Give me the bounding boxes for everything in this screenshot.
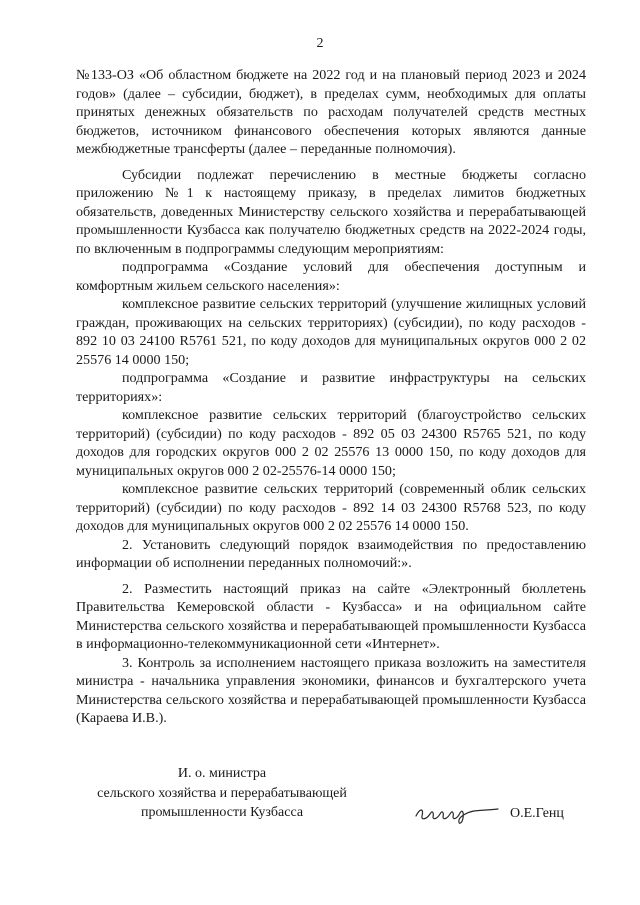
paragraph-subprogram-infrastructure: подпрограмма «Создание и развитие инфраструктуры на сельских территориях»: (76, 370, 586, 405)
paragraph-subsidies: Субсидии подлежат перечислению в местные бюджеты согласно приложению №1 к настоящему приказу, в пределах лимитов бюджетных обязательств, доведенных Министерству сельского хозяйства и перерабатывающей промышленности Кузбасса как получателю бюджетных средств на 2022-2024 годы, по включенным в подпрограммы следующим мероприятиям: (76, 166, 586, 257)
page-number: 2 (316, 36, 324, 51)
signatory-name: О.Е.Генц (510, 806, 564, 821)
paragraph-item-2-procedure: 2. Установить следующий порядок взаимодействия по предоставлению информации об исполнении переданных полномочий:». (76, 536, 586, 571)
signatory-title-line-3: промышленности Кузбасса (140, 805, 304, 820)
paragraph-budget-law: №133-ОЗ «Об областном бюджете на 2022 год и на плановый период 2023 и 2024 годов» (далее – субсидии, бюджет), в пределах сумм, необходимых для оплаты принятых денежных обязательств по расходам получателей средств местных бюджетов, источником финансового обеспечения которых являются данные межбюджетные трансферты (далее – переданные полномочия). (76, 67, 586, 157)
paragraph-improvement-codes: комплексное развитие сельских территорий (благоустройство сельских территорий) (субсидии) по коду расходов - 892 05 03 24300 R5765 521, по коду доходов для городских округов 000 2 02 25576 13 0000 150, по коду доходов для муниципальных округов 000 2 02-25576-14 0000 150; (76, 407, 586, 479)
signatory-title (72, 764, 372, 823)
handwritten-signature (412, 798, 502, 826)
paragraph-subprogram-housing: подпрограмма «Создание условий для обеспечения доступным и комфортным жильем сельского населения»: (76, 259, 586, 294)
document-body (76, 66, 586, 728)
paragraph-item-2-publish: 2. Разместить настоящий приказ на сайте «Электронный бюллетень Правительства Кемеровской области - Кузбасса» и на официальном сайте Министерства сельского хозяйства и перерабатывающей промышленности Кузбасса в информационно-телекоммуникационной сети «Интернет». (76, 580, 586, 652)
paragraph-housing-codes: комплексное развитие сельских территорий (улучшение жилищных условий граждан, проживающих на сельских территориях) (субсидии), по коду расходов - 892 10 03 24100 R5761 521, по коду доходов для муниципальных округов 000 2 02 25576 14 0000 150; (76, 296, 586, 368)
paragraph-item-3-control: 3. Контроль за исполнением настоящего приказа возложить на заместителя министра - начальника управления экономики, финансов и бухгалтерского учета Министерства сельского хозяйства и перерабатывающей промышленности Кузбасса (Караева И.В.). (76, 654, 586, 726)
signatory-title-line-1: И. о. министра (177, 766, 267, 781)
signatory-title-line-2: сельского хозяйства и перерабатывающей (97, 785, 347, 801)
paragraph-modern-look-codes: комплексное развитие сельских территорий (современный облик сельских территорий) (субсидии) по коду расходов - 892 14 03 24300 R5768 523, по коду доходов для муниципальных округов 000 2 02 25576 14 0000 150. (76, 481, 586, 534)
